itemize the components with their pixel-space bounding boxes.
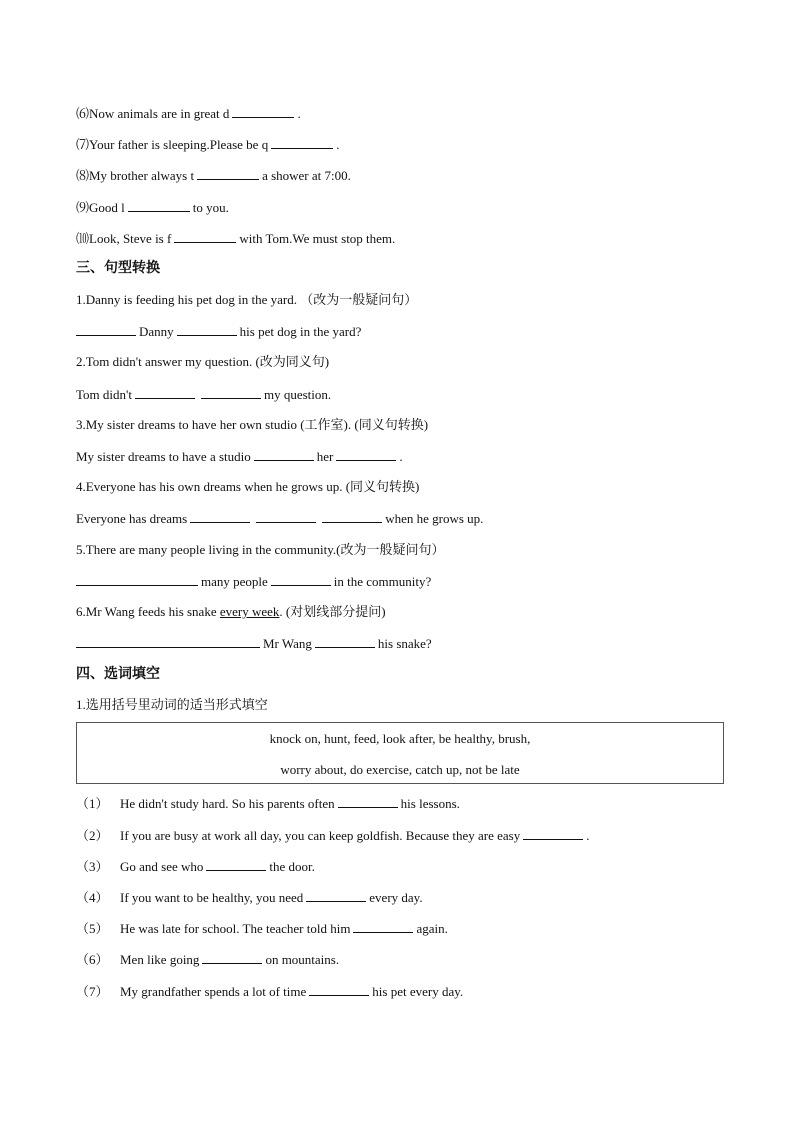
question-text: ⑺Your father is sleeping.Please be q <box>76 137 269 152</box>
answer-blank[interactable] <box>306 889 366 902</box>
answer-blank[interactable] <box>174 230 236 243</box>
answer-blank[interactable] <box>254 448 314 461</box>
transform-question-6 <box>76 604 386 620</box>
item-number: （6） <box>76 952 109 967</box>
item-number: （7） <box>76 984 109 999</box>
question-text: ⑼Good l <box>76 200 125 215</box>
item-text: He was late for school. The teacher told him <box>120 921 351 936</box>
answer-blank[interactable] <box>523 827 583 840</box>
transform-question-5: 5.There are many people living in the community.(改为一般疑问句） <box>76 542 445 557</box>
item-text: Men like going <box>120 952 200 967</box>
answer-text: his snake? <box>377 636 432 651</box>
item-number: （5） <box>76 921 109 936</box>
item-text: on mountains. <box>265 952 340 967</box>
answer-blank[interactable] <box>76 573 198 586</box>
item-text: . <box>586 828 590 843</box>
fill-item-7 <box>76 983 463 1000</box>
transform-answer-5 <box>76 573 431 590</box>
answer-blank[interactable] <box>271 573 331 586</box>
word-bank-line-1: knock on, hunt, feed, look after, be healthy, brush, <box>269 731 531 746</box>
answer-text: my question. <box>263 387 332 402</box>
item-text: the door. <box>269 859 315 874</box>
fill-item-6 <box>76 951 339 968</box>
item-number: （4） <box>76 890 109 905</box>
question-7 <box>76 136 339 153</box>
answer-blank[interactable] <box>128 199 190 212</box>
fill-item-3 <box>76 858 315 875</box>
transform-question-4: 4.Everyone has his own dreams when he grows up. (同义句转换) <box>76 479 420 494</box>
question-8 <box>76 167 351 184</box>
question-10 <box>76 230 395 247</box>
answer-blank[interactable] <box>315 635 375 648</box>
transform-question-1: 1.Danny is feeding his pet dog in the yard. （改为一般疑问句） <box>76 292 418 307</box>
answer-blank[interactable] <box>201 386 261 399</box>
fill-item-2 <box>76 827 589 844</box>
answer-text: in the community? <box>333 574 432 589</box>
answer-blank[interactable] <box>322 510 382 523</box>
question-text: to you. <box>192 200 229 215</box>
question-text: . <box>336 137 340 152</box>
answer-blank[interactable] <box>232 105 294 118</box>
item-text: If you are busy at work all day, you can keep goldfish. Because they are easy <box>120 828 521 843</box>
question-9 <box>76 199 229 216</box>
answer-blank[interactable] <box>338 795 398 808</box>
answer-blank[interactable] <box>76 635 260 648</box>
answer-text: her <box>316 449 334 464</box>
item-text: My grandfather spends a lot of time <box>120 984 307 999</box>
answer-blank[interactable] <box>177 323 237 336</box>
answer-blank[interactable] <box>190 510 250 523</box>
answer-blank[interactable] <box>353 920 413 933</box>
transform-answer-2 <box>76 386 331 403</box>
item-text: every day. <box>369 890 423 905</box>
question-text: ⑽Look, Steve is f <box>76 231 172 246</box>
answer-text: Mr Wang <box>263 636 312 651</box>
answer-text: Tom didn't <box>76 387 132 402</box>
item-number: （1） <box>76 796 109 811</box>
fill-item-4 <box>76 889 423 906</box>
answer-text: his pet dog in the yard? <box>239 324 362 339</box>
question-text: a shower at 7:00. <box>262 168 351 183</box>
answer-text: . <box>399 449 403 464</box>
answer-blank[interactable] <box>135 386 195 399</box>
transform-answer-1 <box>76 323 361 340</box>
item-text: He didn't study hard. So his parents often <box>120 796 335 811</box>
transform-question-2: 2.Tom didn't answer my question. (改为同义句) <box>76 354 330 369</box>
answer-blank[interactable] <box>336 448 396 461</box>
answer-text: when he grows up. <box>385 511 484 526</box>
item-text: again. <box>416 921 448 936</box>
answer-blank[interactable] <box>202 951 262 964</box>
question-text: ⑻My brother always t <box>76 168 195 183</box>
answer-text: Danny <box>139 324 174 339</box>
item-text: his pet every day. <box>372 984 464 999</box>
item-text: Go and see who <box>120 859 204 874</box>
underlined-phrase: every week <box>219 604 280 619</box>
fill-item-5 <box>76 920 448 937</box>
answer-blank[interactable] <box>271 136 333 149</box>
question-text: ⑹Now animals are in great d <box>76 106 230 121</box>
transform-answer-6 <box>76 635 432 652</box>
question-text: . (对划线部分提问) <box>279 604 386 619</box>
answer-text: My sister dreams to have a studio <box>76 449 251 464</box>
answer-blank[interactable] <box>256 510 316 523</box>
transform-answer-4 <box>76 510 483 527</box>
question-text: 6.Mr Wang feeds his snake <box>76 604 220 619</box>
question-6 <box>76 105 301 122</box>
answer-blank[interactable] <box>309 983 369 996</box>
question-text: . <box>297 106 301 121</box>
item-number: （2） <box>76 828 109 843</box>
answer-text: many people <box>201 574 268 589</box>
item-text: his lessons. <box>400 796 460 811</box>
answer-text: Everyone has dreams <box>76 511 188 526</box>
item-number: （3） <box>76 859 109 874</box>
word-bank-line-2: worry about, do exercise, catch up, not be late <box>280 762 520 777</box>
section-heading-word-choice: 四、选词填空 <box>76 666 160 682</box>
item-text: If you want to be healthy, you need <box>120 890 304 905</box>
word-bank-box <box>76 722 724 784</box>
section-heading-sentence-transform: 三、句型转换 <box>76 260 160 276</box>
answer-blank[interactable] <box>197 167 259 180</box>
answer-blank[interactable] <box>76 323 136 336</box>
answer-blank[interactable] <box>206 858 266 871</box>
transform-question-3: 3.My sister dreams to have her own studio (工作室). (同义句转换) <box>76 417 429 432</box>
fill-item-1 <box>76 795 460 812</box>
section-instruction: 1.选用括号里动词的适当形式填空 <box>76 697 268 712</box>
question-text: with Tom.We must stop them. <box>239 231 396 246</box>
transform-answer-3 <box>76 448 403 465</box>
